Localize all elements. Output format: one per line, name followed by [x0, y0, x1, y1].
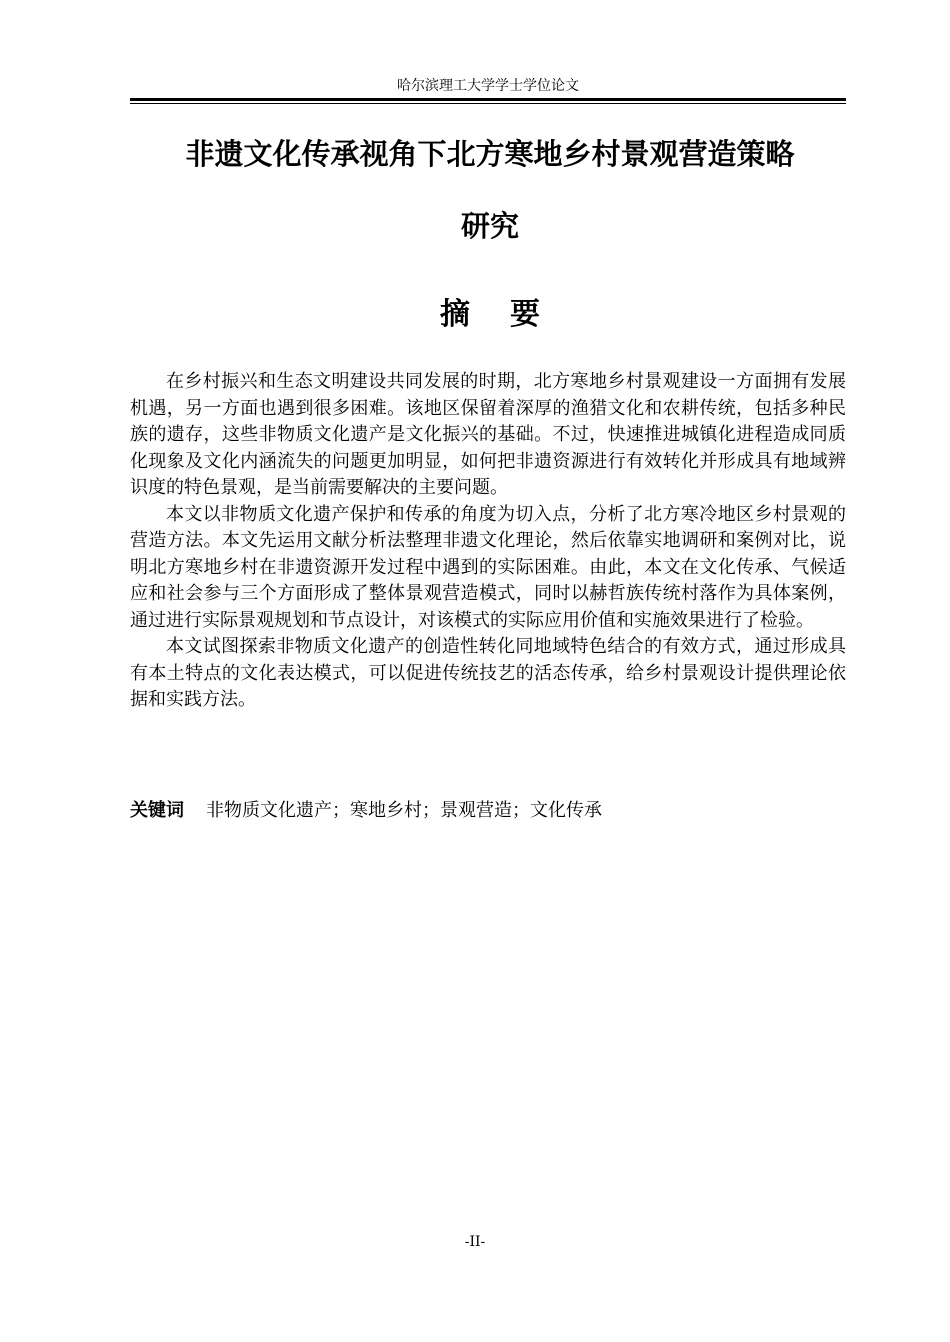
keywords-text: 非物质文化遗产；寒地乡村；景观营造；文化传承 [206, 800, 602, 821]
header-rule-thin [130, 103, 846, 104]
keywords-line [130, 798, 846, 824]
abstract-heading: 摘要 [440, 297, 580, 332]
running-header: 哈尔滨理工大学学士学位论文 [397, 78, 579, 94]
keywords-label: 关键词 [130, 800, 184, 821]
abstract-paragraph-3: 本文试图探索非物质文化遗产的创造性转化同地域特色结合的有效方式，通过形成具有本土特点的文化表达模式，可以促进传统技艺的活态传承，给乡村景观设计提供理论依据和实践方法。 [130, 636, 846, 710]
abstract-paragraph-1: 在乡村振兴和生态文明建设共同发展的时期，北方寒地乡村景观建设一方面拥有发展机遇，另一方面也遇到很多困难。该地区保留着深厚的渔猎文化和农耕传统，包括多种民族的遗存，这些非物质文化遗产是文化振兴的基础。不过，快速推进城镇化进程造成同质化现象及文化内涵流失的问题更加明显，如何把非遗资源进行有效转化并形成具有地域辨识度的特色景观，是当前需要解决的主要问题。 [130, 371, 846, 498]
abstract-body [130, 369, 846, 714]
thesis-title-line-1: 非遗文化传承视角下北方寒地乡村景观营造策略 [185, 137, 795, 171]
abstract-paragraph-2: 本文以非物质文化遗产保护和传承的角度为切入点，分析了北方寒冷地区乡村景观的营造方法。本文先运用文献分析法整理非遗文化理论，然后依靠实地调研和案例对比，说明北方寒地乡村在非遗资源开发过程中遇到的实际困难。由此，本文在文化传承、气候适应和社会参与三个方面形成了整体景观营造模式，同时以赫哲族传统村落作为具体案例，通过进行实际景观规划和节点设计，对该模式的实际应用价值和实施效果进行了检验。 [130, 503, 846, 631]
thesis-title-line-2: 研究 [460, 209, 519, 243]
page-number: -II- [464, 1234, 486, 1250]
page-header [130, 76, 846, 104]
header-rule-thick [130, 98, 846, 101]
